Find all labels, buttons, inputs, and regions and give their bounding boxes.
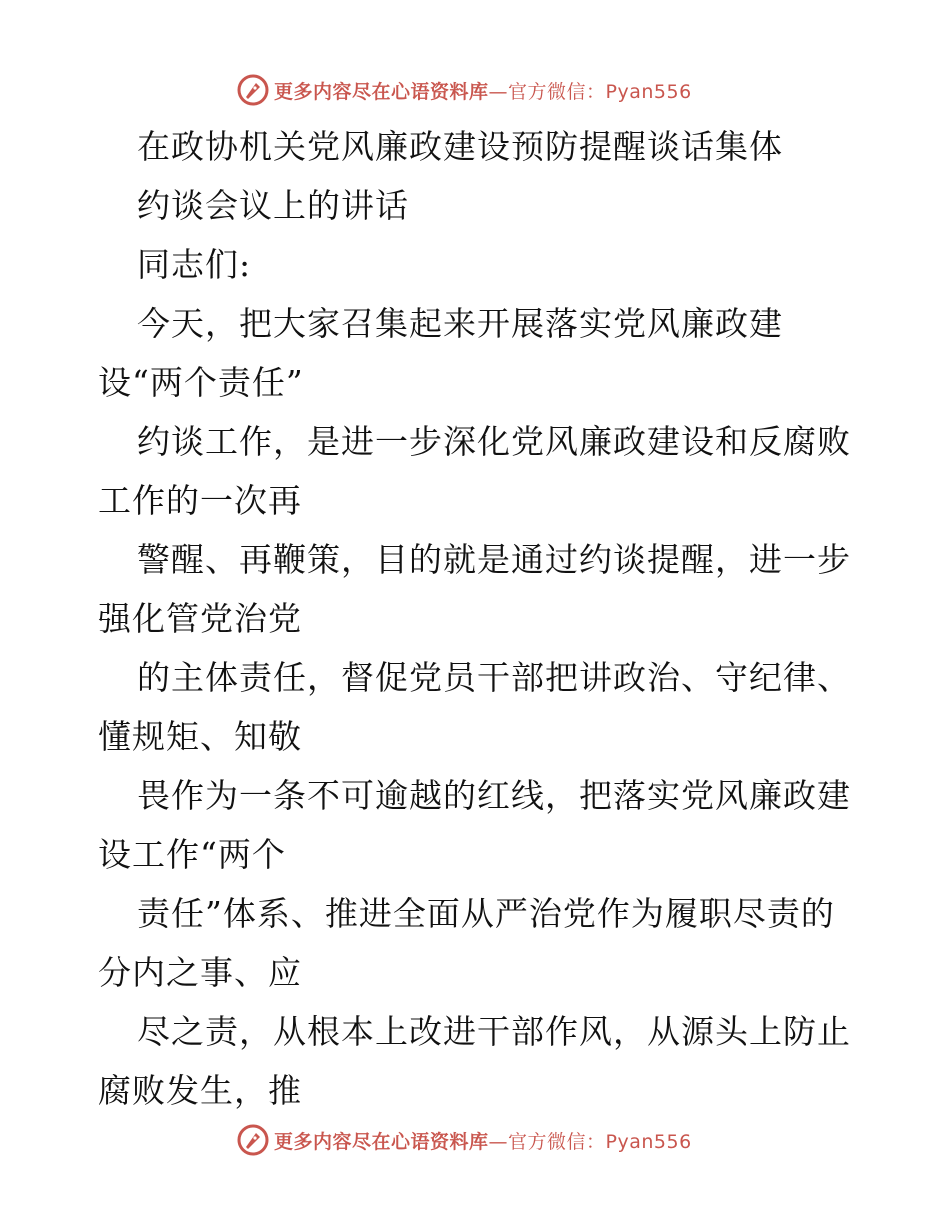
body-line: 腐败发生，推 bbox=[98, 1071, 302, 1110]
watermark-site-name: 更多内容尽在心语资料库 bbox=[274, 80, 489, 103]
body-line: 约谈工作，是进一步深化党风廉政建设和反腐败 bbox=[137, 422, 851, 461]
body-line: 今天，把大家召集起来开展落实党风廉政建 bbox=[137, 304, 783, 343]
salutation: 同志们: bbox=[137, 245, 252, 284]
body-line: 工作的一次再 bbox=[98, 481, 302, 520]
pen-nib-icon bbox=[236, 1123, 270, 1157]
body-line: 警醒、再鞭策，目的就是通过约谈提醒，进一步 bbox=[137, 540, 851, 579]
watermark-site-name: 更多内容尽在心语资料库 bbox=[274, 1130, 489, 1153]
watermark-dash: — bbox=[488, 1130, 509, 1153]
watermark-wechat-id: Pyan556 bbox=[605, 80, 692, 103]
body-line: 尽之责，从根本上改进干部作风，从源头上防止 bbox=[137, 1012, 851, 1051]
watermark-text bbox=[274, 1127, 692, 1154]
pen-nib-icon bbox=[236, 73, 270, 107]
body-line: 懂规矩、知敬 bbox=[98, 717, 302, 756]
body-line: 畏作为一条不可逾越的红线，把落实党风廉政建 bbox=[137, 776, 851, 815]
body-line: 设工作“两个 bbox=[98, 835, 286, 874]
speech-title-line-2: 约谈会议上的讲话 bbox=[137, 186, 409, 225]
watermark-wechat-id: Pyan556 bbox=[605, 1130, 692, 1153]
body-line: 的主体责任，督促党员干部把讲政治、守纪律、 bbox=[137, 658, 851, 697]
watermark-text bbox=[274, 77, 692, 104]
body-line: 强化管党治党 bbox=[98, 599, 302, 638]
watermark-wechat-label: 官方微信： bbox=[508, 80, 606, 103]
watermark-wechat-label: 官方微信： bbox=[508, 1130, 606, 1153]
body-line: 分内之事、应 bbox=[98, 953, 302, 992]
footer-watermark bbox=[0, 1120, 950, 1160]
header-watermark bbox=[0, 70, 950, 110]
speech-title-line-1: 在政协机关党风廉政建设预防提醒谈话集体 bbox=[137, 127, 783, 166]
body-line: 责任”体系、推进全面从严治党作为履职尽责的 bbox=[137, 894, 835, 933]
body-line: 设“两个责任” bbox=[98, 363, 304, 402]
watermark-dash: — bbox=[488, 80, 509, 103]
